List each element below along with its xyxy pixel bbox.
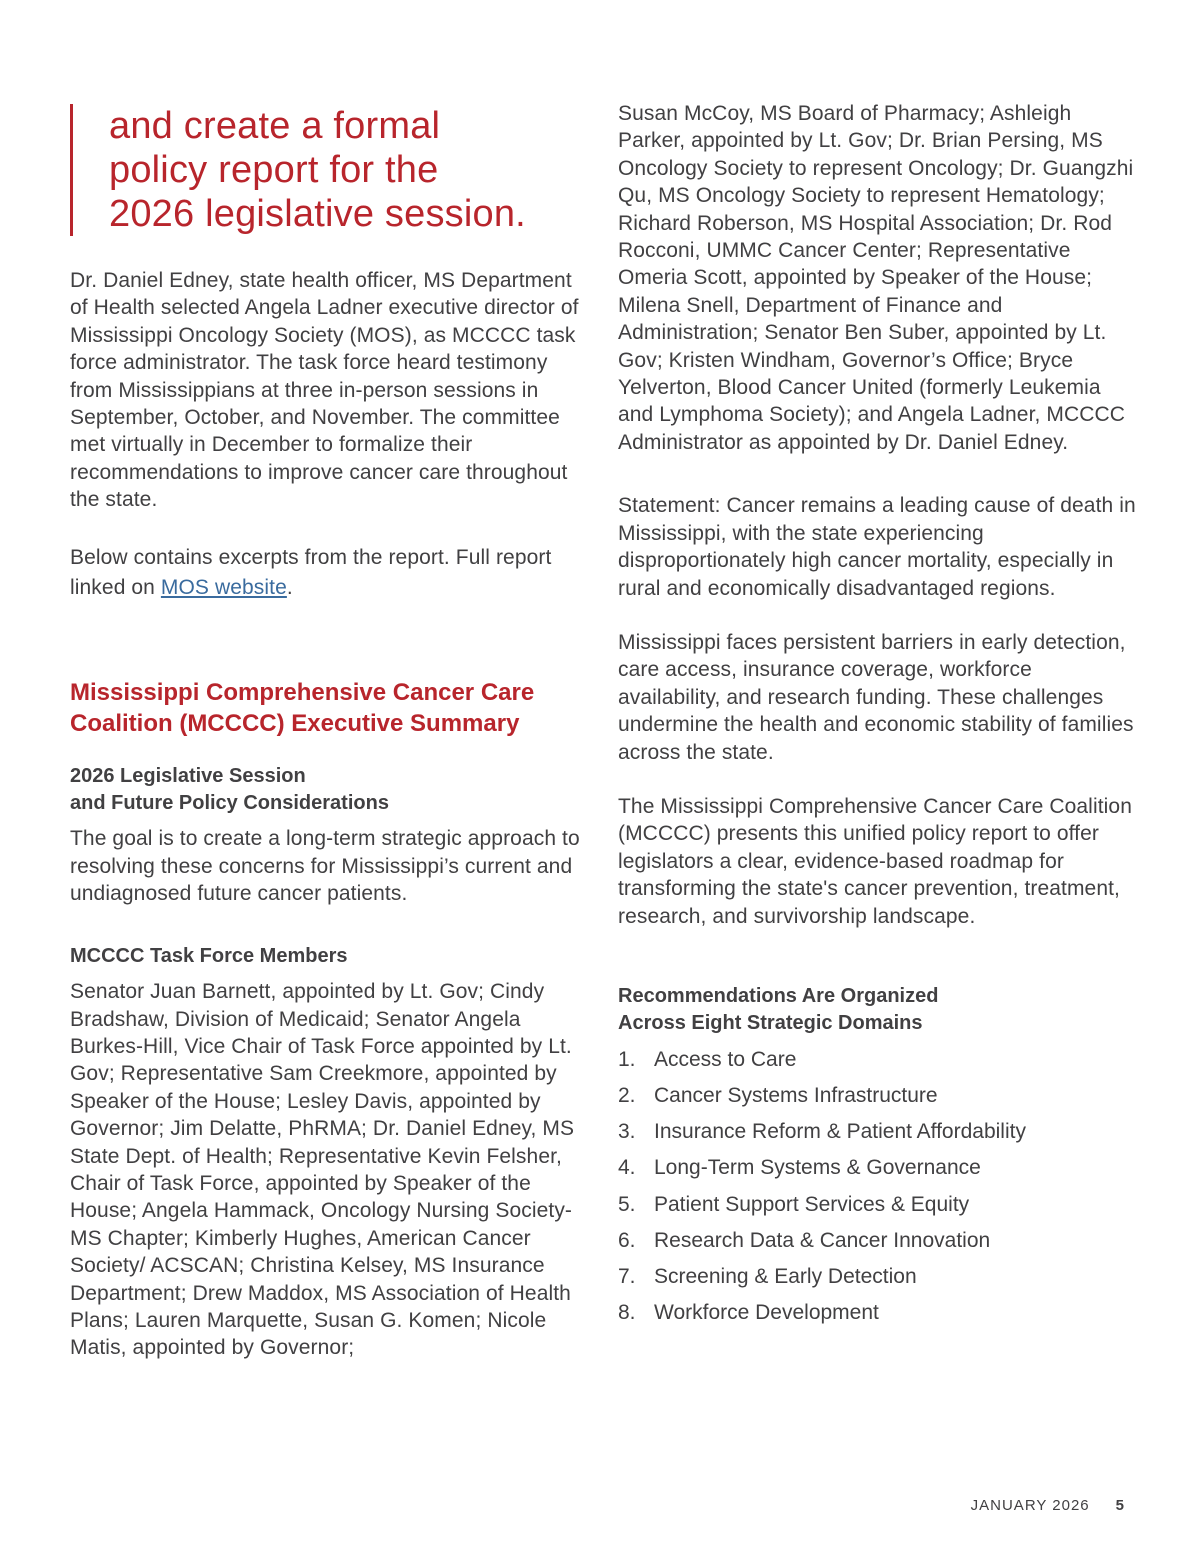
list-number: 3.	[618, 1120, 636, 1144]
list-item	[618, 1042, 1138, 1078]
subhead-line: Across Eight Strategic Domains	[618, 1012, 923, 1035]
list-number: 2.	[618, 1083, 636, 1107]
right-column	[618, 100, 1138, 1331]
list-number: 7.	[618, 1265, 636, 1288]
left-column	[70, 100, 590, 1362]
excerpts-paragraph	[70, 543, 590, 603]
list-item	[618, 1114, 1138, 1150]
coalition-paragraph: The Mississippi Comprehensive Cancer Care Coalition (MCCCC) presents this unified policy report to offer legislators a clear, evidence-based roadmap for transforming the state's cancer prevention, treatment, research, and survivorship landscape.	[618, 794, 1132, 928]
excerpts-period: .	[286, 575, 293, 599]
list-item	[618, 1223, 1138, 1259]
list-item	[618, 1259, 1138, 1295]
list-item	[618, 1150, 1138, 1186]
list-label: Screening & Early Detection	[654, 1265, 917, 1288]
recommendations-heading	[618, 983, 1138, 1038]
pull-quote-line: policy report for the	[109, 149, 439, 191]
legislative-heading	[70, 763, 590, 818]
list-number: 4.	[618, 1156, 636, 1180]
list-number: 1.	[618, 1047, 636, 1071]
mos-website-link[interactable]: MOS website	[160, 575, 287, 599]
list-label: Workforce Development	[654, 1301, 879, 1325]
domains-list	[618, 1042, 1138, 1332]
statement-paragraph: Statement: Cancer remains a leading cause of death in Mississippi, with the state experiencing disproportionately high cancer mortality, especially in rural and economically disadvantaged regions.	[618, 494, 1136, 600]
page-footer	[971, 1497, 1124, 1514]
list-label: Insurance Reform & Patient Affordability	[654, 1120, 1026, 1144]
executive-summary-title	[70, 677, 590, 739]
list-label: Cancer Systems Infrastructure	[654, 1083, 938, 1107]
section-title-line: Mississippi Comprehensive Cancer Care	[70, 678, 535, 706]
subhead-line: Recommendations Are Organized	[618, 984, 939, 1007]
pull-quote-line: and create a formal	[109, 105, 441, 147]
list-item	[618, 1078, 1138, 1114]
task-force-heading: MCCCC Task Force Members	[70, 944, 348, 967]
pull-quote-line: 2026 legislative session.	[109, 193, 526, 235]
list-label: Long-Term Systems & Governance	[654, 1156, 981, 1180]
pull-quote	[70, 104, 590, 236]
footer-date: JANUARY 2026	[970, 1497, 1090, 1514]
page-number: 5	[1115, 1497, 1124, 1514]
task-force-members-right: Susan McCoy, MS Board of Pharmacy; Ashleigh Parker, appointed by Lt. Gov; Dr. Brian Persing, MS Oncology Society to represent Oncology; Dr. Guangzhi Qu, MS Oncology Society to represent Hematology; Richard Roberson, MS Hospital Association; Dr. Rod Rocconi, UMMC Cancer Center; Representative Omeria Scott, appointed by Speaker of the House; Milena Snell, Department of Finance and Administration; Senator Ben Suber, appointed by Lt. Gov; Kristen Windham, Governor’s Office; Bryce Yelverton, Blood Cancer United (formerly Leukemia and Lymphoma Society); and Angela Ladner, MCCCC Administrator as appointed by Dr. Daniel Edney.	[618, 102, 1134, 454]
subhead-line: and Future Policy Considerations	[70, 792, 389, 815]
subhead-line: 2026 Legislative Session	[70, 764, 306, 787]
list-item	[618, 1295, 1138, 1331]
excerpts-text: Below contains excerpts from the report. Full report linked on	[70, 545, 552, 599]
list-number: 6.	[618, 1228, 636, 1252]
intro-paragraph: Dr. Daniel Edney, state health officer, MS Department of Health selected Angela Ladner executive director of Mississippi Oncology Society (MOS), as MCCCC task force administrator. The task force heard testimony from Mississippians at three in-person sessions in September, October, and November. The committee met virtually in December to formalize their recommendations to improve cancer care throughout the state.	[70, 269, 579, 512]
barriers-paragraph: Mississippi faces persistent barriers in early detection, care access, insurance coverage, workforce availability, and research funding. These challenges undermine the health and economic stability of families across the state.	[618, 630, 1134, 764]
list-number: 8.	[618, 1301, 636, 1325]
list-label: Patient Support Services & Equity	[654, 1192, 970, 1216]
legislative-body: The goal is to create a long-term strategic approach to resolving these concerns for Mississippi’s current and undiagnosed future cancer patients.	[70, 827, 580, 906]
task-force-members-left: Senator Juan Barnett, appointed by Lt. Gov; Cindy Bradshaw, Division of Medicaid; Senator Angela Burkes-Hill, Vice Chair of Task Force appointed by Lt. Gov; Representative Sam Creekmore, appointed by Speaker of the House; Lesley Davis, appointed by Governor; Jim Delatte, PhRMA; Dr. Daniel Edney, MS State Dept. of Health; Representative Kevin Felsher, Chair of Task Force, appointed by Speaker of the House; Angela Hammack, Oncology Nursing Society-MS Chapter; Kimberly Hughes, American Cancer Society/ ACSCAN; Christina Kelsey, MS Insurance Department; Drew Maddox, MS Association of Health Plans; Lauren Marquette, Susan G. Komen; Nicole Matis, appointed by Governor;	[70, 980, 575, 1360]
list-number: 5.	[618, 1192, 636, 1216]
section-title-line: Coalition (MCCCC) Executive Summary	[70, 709, 520, 737]
list-item	[618, 1187, 1138, 1223]
list-label: Access to Care	[654, 1047, 797, 1071]
list-label: Research Data & Cancer Innovation	[654, 1228, 991, 1252]
